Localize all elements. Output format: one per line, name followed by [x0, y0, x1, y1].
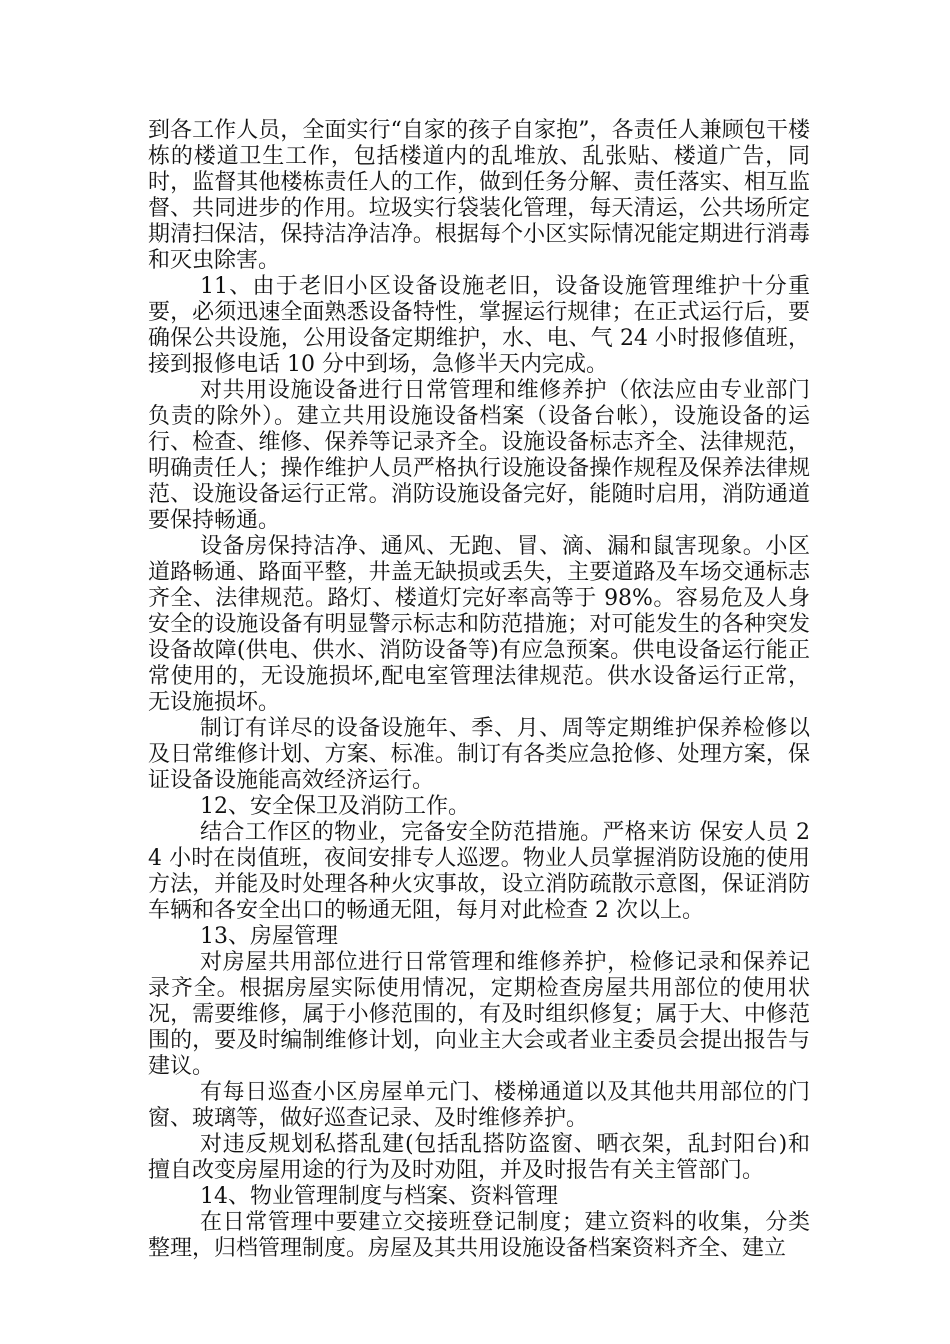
- paragraph-maintenance-plans: 制订有详尽的设备设施年、季、月、周等定期维护保养检修以及日常维修计划、方案、标准。制订有各类应急抢修、处理方案，保证设备设施能高效经济运行。: [148, 716, 810, 793]
- heading-14-records-management: 14、物业管理制度与档案、资料管理: [200, 1184, 558, 1209]
- paragraph-daily-inspection: 有每日巡查小区房屋单元门、楼梯通道以及其他共用部位的门窗、玻璃等，做好巡查记录、及时维修养护。: [148, 1080, 810, 1131]
- paragraph-security-measures: 结合工作区的物业，完备安全防范措施。严格来访 保安人员 24 小时在岗值班，夜间安排专人巡逻。物业人员掌握消防设施的使用方法，并能及时处理各种火灾事故，设立消防疏散示意图，保证消防车辆和各安全出口的畅通无阻，每月对此检查 2 次以上。: [148, 820, 810, 923]
- document-body: [148, 118, 810, 1262]
- paragraph-equipment-room-standards: 设备房保持洁净、通风、无跑、冒、滴、漏和鼠害现象。小区道路畅通、路面平整，井盖无缺损或丢失，主要道路及车场交通标志齐全、法律规范。路灯、楼道灯完好率高等于 98%。容易危及人身安全的设施设备有明显警示标志和防范措施；对可能发生的各种突发设备故障(供电、供水、消防设备等)有应急预案。供电设备运行能正常使用的，无设施损坏,配电室管理法律规范。供水设备运行正常，无设施损坏。: [148, 534, 810, 715]
- paragraph-11-facility-maintenance: 11、由于老旧小区设备设施老旧，设备设施管理维护十分重要，必须迅速全面熟悉设备特性，掌握运行规律；在正式运行后，要确保公共设施，公用设备定期维护，水、电、气 24 小时报修值班，接到报修电话 10 分中到场，急修半天内完成。: [148, 274, 810, 377]
- paragraph-housing-maintenance: 对房屋共用部位进行日常管理和维修养护，检修记录和保养记录齐全。根据房屋实际使用情况，定期检查房屋共用部位的使用状况，需要维修，属于小修范围的，有及时组织修复；属于大、中修范围的，要及时编制维修计划，向业主大会或者业主委员会提出报告与建议。: [148, 950, 810, 1079]
- paragraph-illegal-construction: 对违反规划私搭乱建(包括乱搭防盗窗、晒衣架，乱封阳台)和擅自改变房屋用途的行为及时劝阻，并及时报告有关主管部门。: [148, 1132, 810, 1183]
- heading-12-security-fire: 12、安全保卫及消防工作。: [200, 794, 470, 819]
- heading-13-housing-management: 13、房屋管理: [200, 924, 338, 949]
- paragraph-sanitation-duty: 到各工作人员，全面实行“自家的孩子自家抱”，各责任人兼顾包干楼栋的楼道卫生工作，包括楼道内的乱堆放、乱张贴、楼道广告，同时，监督其他楼栋责任人的工作，做到任务分解、责任落实、相互监督、共同进步的作用。垃圾实行袋装化管理，每天清运，公共场所定期清扫保洁，保持洁净洁净。根据每个小区实际情况能定期进行消毒和灭虫除害。: [148, 118, 810, 273]
- paragraph-records-system: 在日常管理中要建立交接班登记制度；建立资料的收集，分类整理，归档管理制度。房屋及其共用设施设备档案资料齐全、建立: [148, 1210, 810, 1261]
- paragraph-shared-facility-management: 对共用设施设备进行日常管理和维修养护（依法应由专业部门负责的除外）。建立共用设施设备档案（设备台帐），设施设备的运行、检查、维修、保养等记录齐全。设施设备标志齐全、法律规范，明确责任人；操作维护人员严格执行设施设备操作规程及保养法律规范、设施设备运行正常。消防设施设备完好，能随时启用，消防通道要保持畅通。: [148, 378, 810, 533]
